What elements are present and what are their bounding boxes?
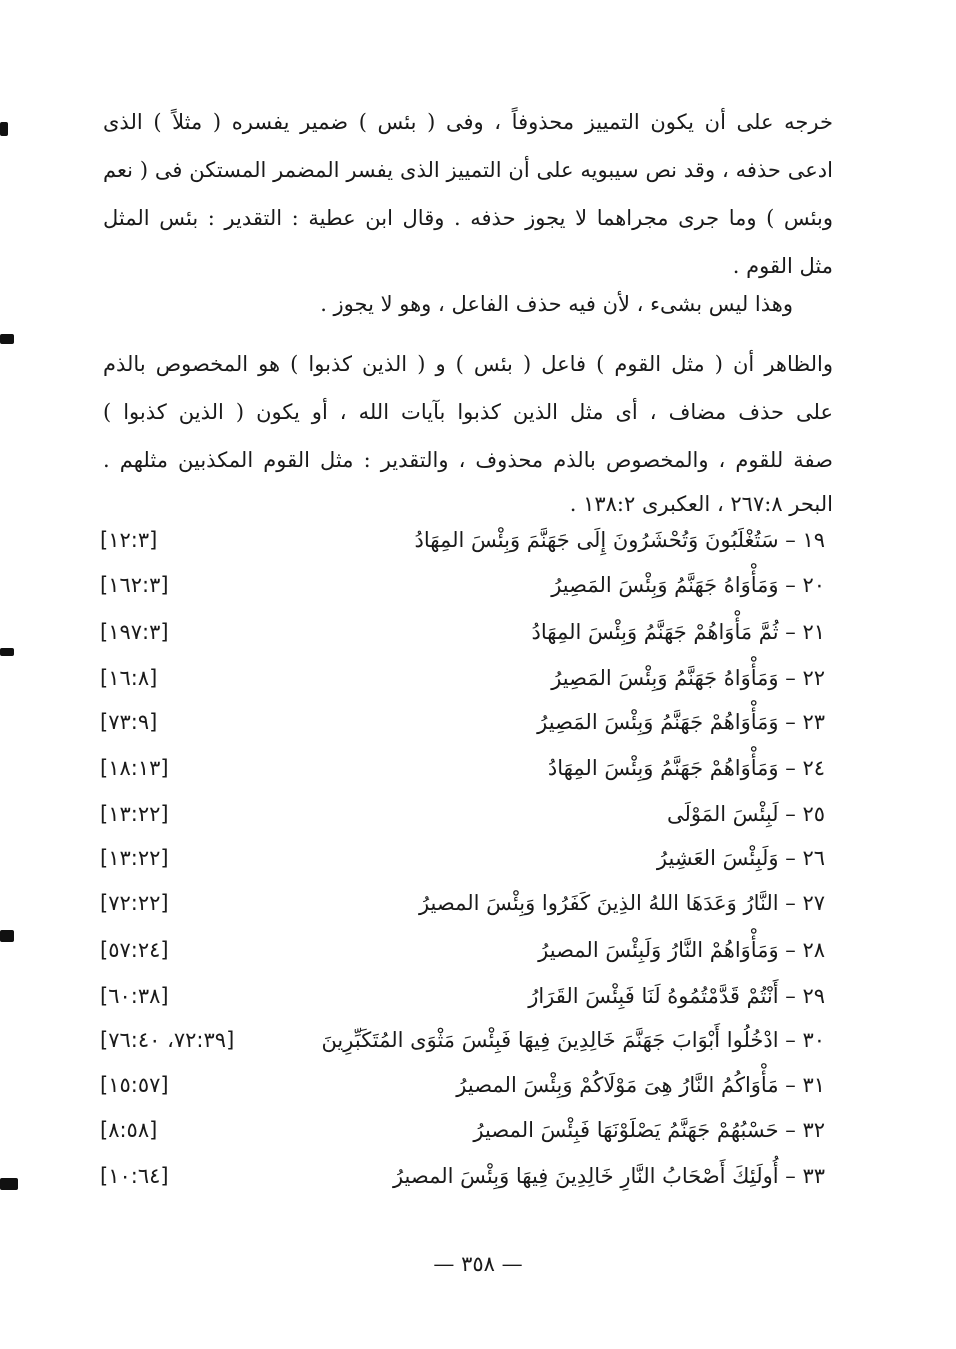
verse-reference: [٨:٥٨] [100, 1118, 158, 1142]
verse-text: ١٩ – سَتُغْلَبُونَ وَتُحْشَرُونَ إِلَى جَهَنَّمَ وَبِئْسَ المِهَادُ [414, 528, 825, 552]
verse-text: ٣١ – مَأْوَاكُمُ النَّارُ هِىَ مَوْلَاكُمْ وَبِئْسَ المصيرُ [456, 1073, 825, 1097]
text-line: صفة للقوم ، والمخصوص بالذم محذوف ، والتقدير : مثل القوم المكذبين مثلهم . [103, 448, 833, 472]
verse-item [100, 666, 825, 706]
verse-reference: [١٠:٦٤] [100, 1164, 169, 1188]
text-line: مثل القوم . [732, 254, 833, 278]
verse-reference: [١٥:٥٧] [100, 1073, 169, 1097]
verse-text: ٢٣ – وَمَأْوَاهُمْ جَهَنَّمُ وَبِئْسَ المَصِيرُ [537, 710, 825, 734]
text-line: ادعى حذفه ، وقد نص سيبويه على أن التمييز الذى يفسر المضمر المستكن فى ( نعم [103, 158, 833, 182]
verse-reference: [١٦٢:٣] [100, 573, 169, 597]
verse-item [100, 891, 825, 931]
verse-reference: [٧٣:٩] [100, 710, 158, 734]
verse-text: ٢٧ – النَّارُ وَعَدَهَا اللهُ الذِينَ كَفَرُوا وَبِئْسَ المصيرُ [418, 891, 825, 915]
verse-text: ٢١ – ثُمَّ مَأْوَاهُمْ جَهَنَّمُ وَبِئْسَ المِهَادُ [531, 620, 825, 644]
text-line: وهذا ليس بشىء ، لأن فيه حذف الفاعل ، وهو لا يجوز . [320, 292, 793, 316]
verse-item [100, 573, 825, 613]
verse-reference: [١٣:٢٢] [100, 802, 169, 826]
verse-reference: [١٣:٢٢] [100, 846, 169, 870]
verse-text: ٢٩ – أَنْتُمْ قَدَّمْتُمُوهُ لَنَا فَبِئْسَ القَرَارُ [528, 984, 825, 1008]
verse-text: ٣٣ – أُولَئِكَ أَصْحَابُ النَّارِ خَالِدِينَ فِيهَا وَبِئْسَ المصيرُ [392, 1164, 825, 1188]
verse-item [100, 802, 825, 842]
text-line: وبئس ) وما جرى مجراهما لا يجوز حذفه . وقال ابن عطية : التقدير : بئس المثل [103, 206, 833, 230]
paragraph-2 [103, 280, 833, 328]
verse-reference: [١٩٧:٣] [100, 620, 169, 644]
verse-text: ٢٠ – وَمَأْوَاهُ جَهَنَّمُ وَبِئْسَ المَصِيرُ [551, 573, 825, 597]
verse-item [100, 846, 825, 886]
verse-reference: [٦٠:٣٨] [100, 984, 169, 1008]
text-line: والظاهر أن ( مثل القوم ) فاعل ( بئس ) و ( الذين كذبوا ) هو المخصوص بالذم [103, 352, 833, 376]
page-number: — ٣٥٨ — [433, 1252, 523, 1276]
verse-text: ٢٦ – وَلَبِئْسَ العَشِيرُ [656, 846, 825, 870]
paragraph-1 [103, 98, 833, 290]
verse-reference: [٧٢:٣٩، ٧٦:٤٠] [100, 1028, 235, 1052]
verse-item [100, 710, 825, 750]
scan-mark [0, 1178, 18, 1190]
scan-mark [0, 930, 14, 942]
text-line: على حذف مضاف ، أى مثل الذين كذبوا بآيات الله ، أو يكون ( الذين كذبوا ) [103, 400, 833, 424]
verse-reference: [١٢:٣] [100, 528, 158, 552]
text-line: البحر ٢٦٧:٨ ، العكبرى ١٣٨:٢ . [569, 492, 833, 516]
verse-item [100, 756, 825, 796]
verse-item [100, 1164, 825, 1204]
verse-item [100, 620, 825, 660]
verse-item [100, 938, 825, 978]
verse-text: ٢٤ – وَمَأْوَاهُمْ جَهَنَّمُ وَبِئْسَ المِهَادُ [547, 756, 825, 780]
verse-text: ٣٠ – ادْخُلُوا أَبْوَابَ جَهَنَّمَ خَالِدِينَ فِيهَا فَبِئْسَ مَثْوَى المُتَكَبِّرِينَ [321, 1028, 825, 1052]
verse-text: ٢٥ – لَبِئْسَ المَوْلَى [666, 802, 825, 826]
verse-text: ٢٢ – وَمَأْوَاهُ جَهَنَّمُ وَبِئْسَ المَصِيرُ [551, 666, 825, 690]
scan-mark [0, 648, 14, 656]
verse-text: ٣٢ – حَسْبُهُمْ جَهَنَّمُ يَصْلَوْنَهَا فَبِئْسَ المصيرُ [473, 1118, 825, 1142]
verse-item [100, 1028, 825, 1068]
verse-reference: [١٨:١٣] [100, 756, 169, 780]
verse-item [100, 984, 825, 1024]
scan-mark [0, 334, 14, 344]
text-line: خرجه على أن يكون التمييز محذوفاً ، وفى ( بئس ) ضمير يفسره ( مثلاً ) الذى [103, 110, 833, 134]
verse-text: ٢٨ – وَمَأْوَاهُمْ النَّارُ وَلَبِئْسَ المصيرُ [538, 938, 825, 962]
verse-item [100, 1073, 825, 1113]
paragraph-3 [103, 340, 833, 524]
verse-item [100, 1118, 825, 1158]
verse-item [100, 528, 825, 568]
verse-reference: [٧٢:٢٢] [100, 891, 169, 915]
scan-mark [0, 122, 8, 136]
verse-reference: [١٦:٨] [100, 666, 158, 690]
verse-reference: [٥٧:٢٤] [100, 938, 169, 962]
